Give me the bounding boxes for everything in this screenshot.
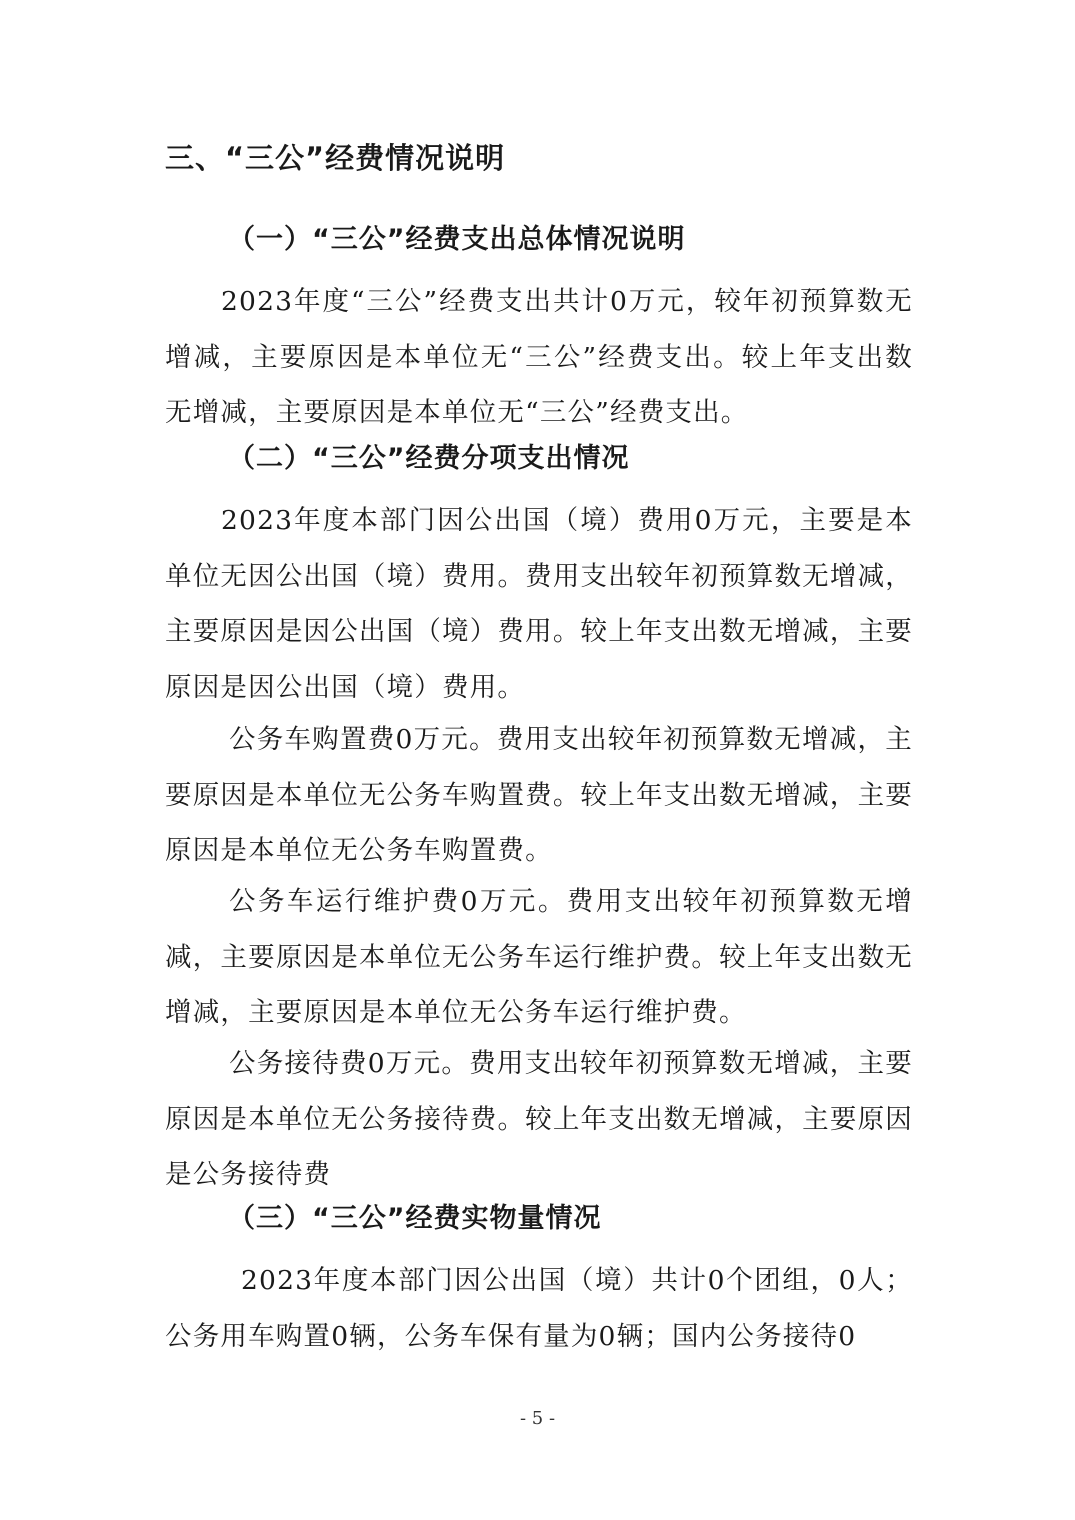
subsection-heading-itemized: （二）“三公”经费分项支出情况 bbox=[228, 443, 630, 474]
paragraph-abroad: 2023年度本部门因公出国（境）费用0万元，主要是本单位无因公出国（境）费用。费用支出较年初预算数无增减，主要原因是因公出国（境）费用。较上年支出数无增减，主要原因是因公出国（境）费用。 bbox=[165, 505, 913, 703]
paragraph-reception: 公务接待费0万元。费用支出较年初预算数无增减，主要原因是本单位无公务接待费。较上年支出数无增减，主要原因是公务接待费 bbox=[165, 1048, 913, 1190]
paragraph-physical: 2023年度本部门因公出国（境）共计0个团组，0人；公务用车购置0辆，公务车保有量为0辆；国内公务接待0 bbox=[165, 1265, 913, 1352]
paragraph-overall: 2023年度“三公”经费支出共计0万元，较年初预算数无增减，主要原因是本单位无“三公”经费支出。较上年支出数无增减，主要原因是本单位无“三公”经费支出。 bbox=[165, 286, 913, 428]
paragraph-vehicle-maintenance: 公务车运行维护费0万元。费用支出较年初预算数无增减，主要原因是本单位无公务车运行维护费。较上年支出数无增减，主要原因是本单位无公务车运行维护费。 bbox=[165, 886, 913, 1028]
subsection-heading-overall: （一）“三公”经费支出总体情况说明 bbox=[228, 224, 686, 255]
page-number: - 5 - bbox=[519, 1408, 556, 1429]
subsection-heading-physical: （三）“三公”经费实物量情况 bbox=[228, 1203, 602, 1234]
paragraph-vehicle-purchase: 公务车购置费0万元。费用支出较年初预算数无增减，主要原因是本单位无公务车购置费。较上年支出数无增减，主要原因是本单位无公务车购置费。 bbox=[165, 724, 913, 866]
section-heading: 三、“三公”经费情况说明 bbox=[165, 141, 506, 175]
